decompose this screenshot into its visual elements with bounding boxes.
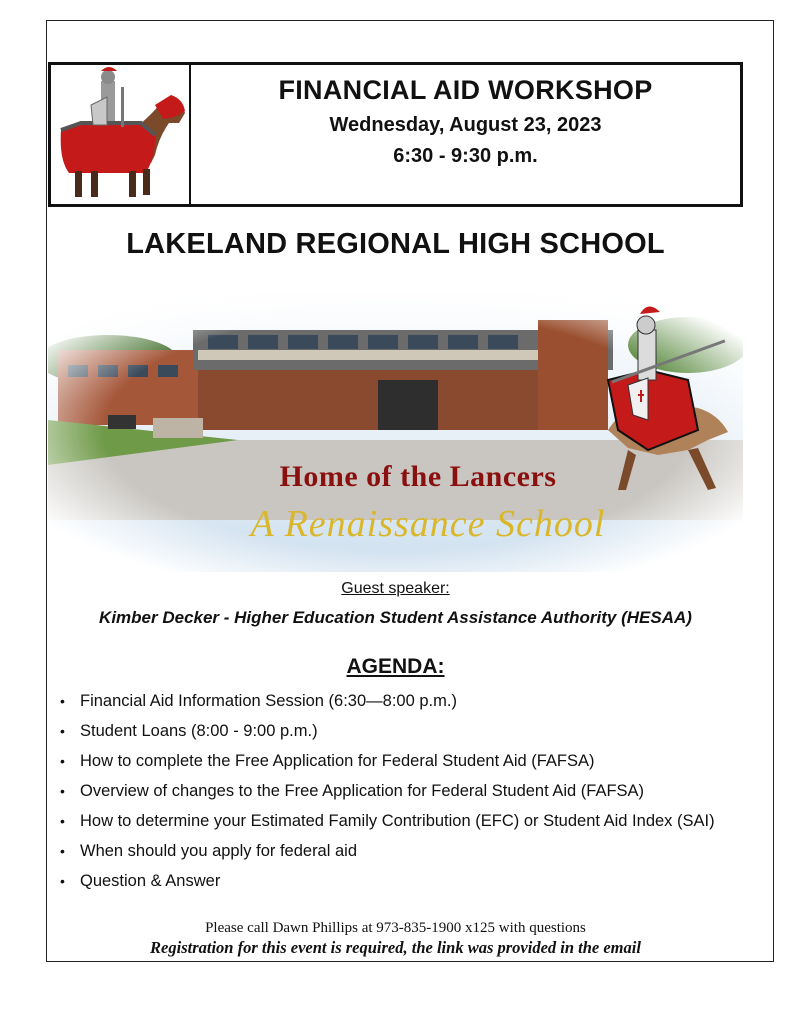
- slogan-renaissance-school: A Renaissance School: [250, 503, 606, 545]
- agenda-item: • Overview of changes to the Free Application for Federal Student Aid (FAFSA): [58, 776, 738, 806]
- header-box: [48, 62, 743, 207]
- registration-notice: Registration for this event is required, the link was provided in the email: [150, 938, 641, 957]
- agenda-item: • Question & Answer: [58, 866, 738, 896]
- agenda-item: • When should you apply for federal aid: [58, 836, 738, 866]
- workshop-time: 6:30 - 9:30 p.m.: [393, 145, 538, 167]
- contact-info: Please call Dawn Phillips at 973-835-1900 x125 with questions: [205, 920, 586, 936]
- header-text: [191, 65, 740, 204]
- guest-speaker-name: Kimber Decker - Higher Education Student Assistance Authority (HESAA): [99, 608, 692, 627]
- agenda-item: • How to complete the Free Application for Federal Student Aid (FAFSA): [58, 746, 738, 776]
- agenda-item: • Financial Aid Information Session (6:30—8:00 p.m.): [58, 686, 738, 716]
- workshop-title: FINANCIAL AID WORKSHOP: [278, 75, 653, 105]
- agenda-list: [58, 686, 738, 896]
- knight-horse-logo: [51, 65, 191, 204]
- agenda-title: AGENDA:: [346, 655, 445, 678]
- agenda-item: • How to determine your Estimated Family Contribution (EFC) or Student Aid Index (SAI): [58, 806, 738, 836]
- agenda-item: • Student Loans (8:00 - 9:00 p.m.): [58, 716, 738, 746]
- guest-speaker-label: Guest speaker:: [341, 580, 450, 597]
- school-name: LAKELAND REGIONAL HIGH SCHOOL: [126, 228, 665, 260]
- workshop-date: Wednesday, August 23, 2023: [329, 114, 602, 136]
- school-banner-image: [48, 290, 743, 572]
- slogan-home-of-the-lancers: Home of the Lancers: [279, 460, 557, 493]
